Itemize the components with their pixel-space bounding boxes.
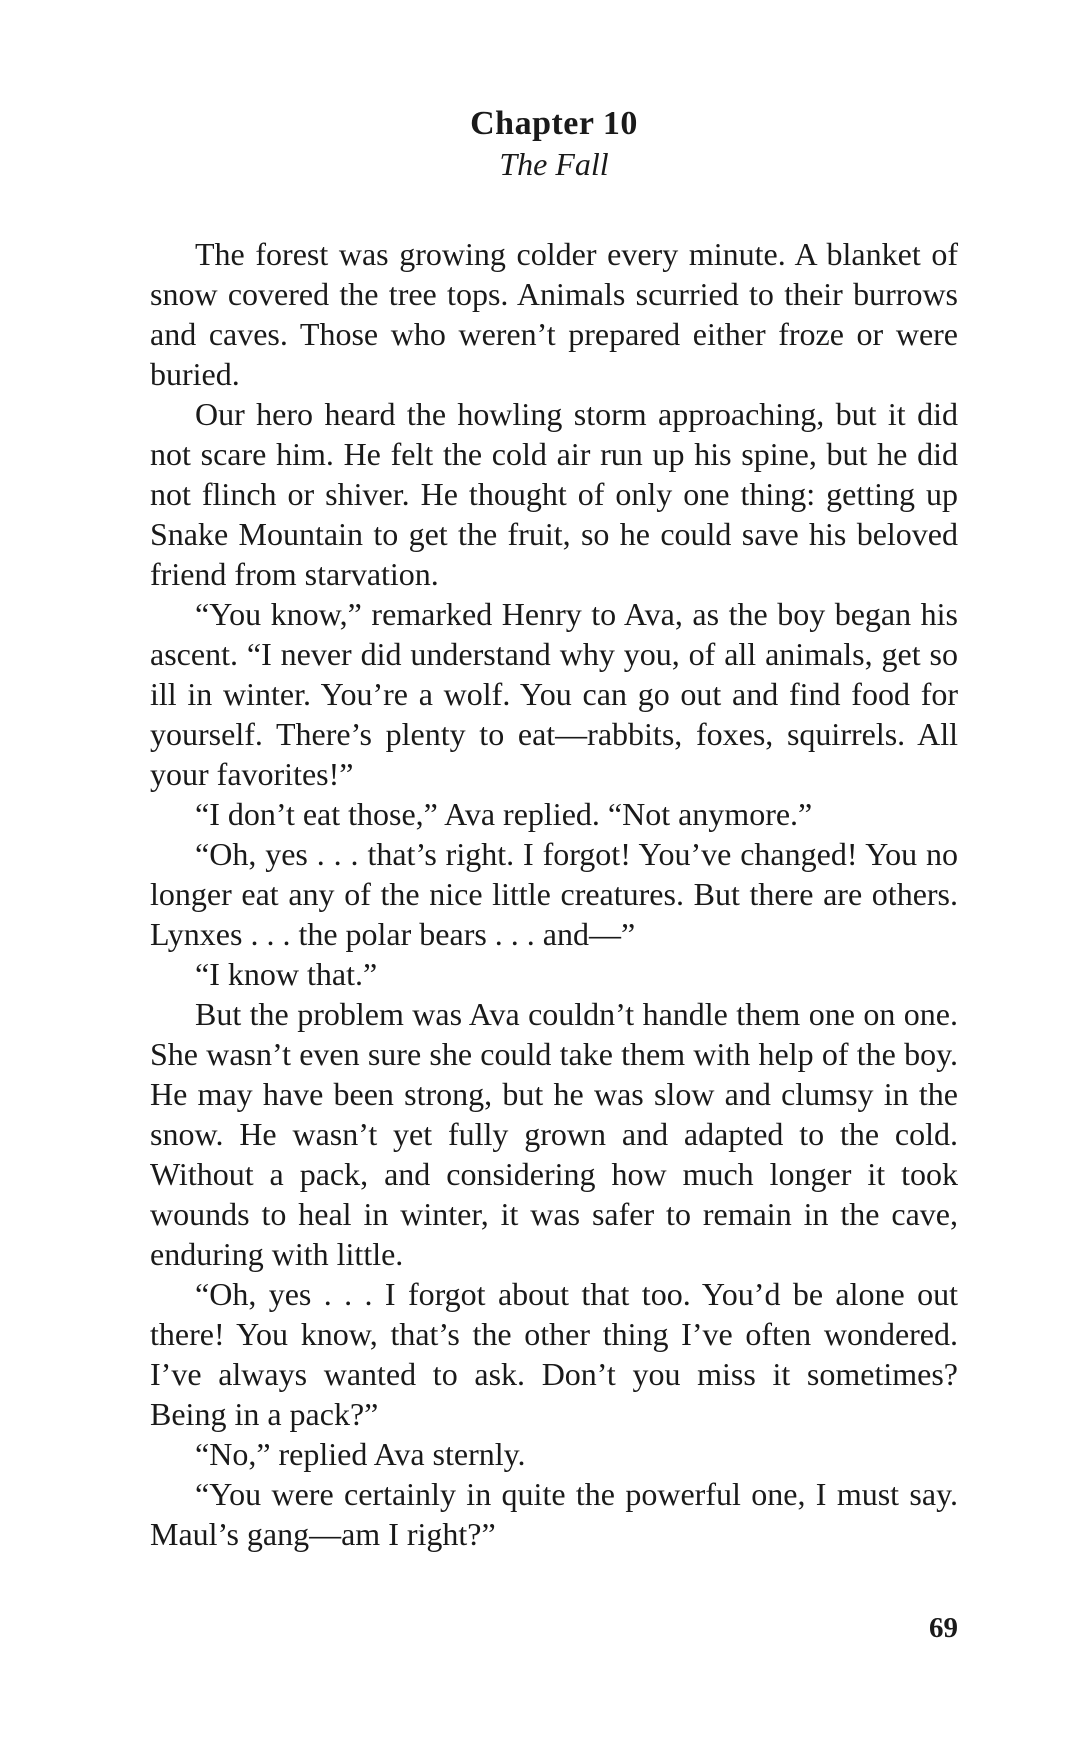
paragraph-8: “Oh, yes . . . I forgot about that too. You’d be alone out there! You know, that’s the other thing I’ve often wondered. I’ve always wanted to ask. Don’t you miss it sometimes? Being in a pack?” xyxy=(150,1276,958,1432)
paragraph-4: “I don’t eat those,” Ava replied. “Not anymore.” xyxy=(195,796,813,832)
paragraph-9: “No,” replied Ava sternly. xyxy=(195,1436,526,1472)
paragraph-10: “You were certainly in quite the powerful one, I must say. Maul’s gang—am I right?” xyxy=(150,1476,958,1552)
chapter-subtitle: The Fall xyxy=(499,146,609,182)
paragraph-7: But the problem was Ava couldn’t handle them one on one. She wasn’t even sure she could take them with help of the boy. He may have been strong, but he was slow and clumsy in the snow. He wasn’t yet fully grown and adapted to the cold. Without a pack, and considering how much longer it took wounds to heal in winter, it was safer to remain in the cave, enduring with little. xyxy=(150,996,958,1272)
paragraph-1: The forest was growing colder every minute. A blanket of snow covered the tree tops. Animals scurried to their burrows and caves. Those who weren’t prepared either froze or were buried. xyxy=(150,236,958,392)
text-block xyxy=(150,104,958,1554)
paragraph-5: “Oh, yes . . . that’s right. I forgot! You’ve changed! You no longer eat any of the nice little creatures. But there are others. Lynxes . . . the polar bears . . . and—” xyxy=(150,836,958,952)
paragraph-6: “I know that.” xyxy=(195,956,378,992)
paragraph-2: Our hero heard the howling storm approaching, but it did not scare him. He felt the cold air run up his spine, but he did not flinch or shiver. He thought of only one thing: getting up Snake Mountain to get the fruit, so he could save his beloved friend from starvation. xyxy=(150,396,958,592)
chapter-title: Chapter 10 xyxy=(470,105,638,142)
paragraph-3: “You know,” remarked Henry to Ava, as the boy began his ascent. “I never did understand why you, of all animals, get so ill in winter. You’re a wolf. You can go out and find food for yourself. There’s plenty to eat—rabbits, foxes, squirrels. All your favorites!” xyxy=(150,596,958,792)
page-number: 69 xyxy=(929,1612,958,1644)
body-text xyxy=(150,234,958,1554)
